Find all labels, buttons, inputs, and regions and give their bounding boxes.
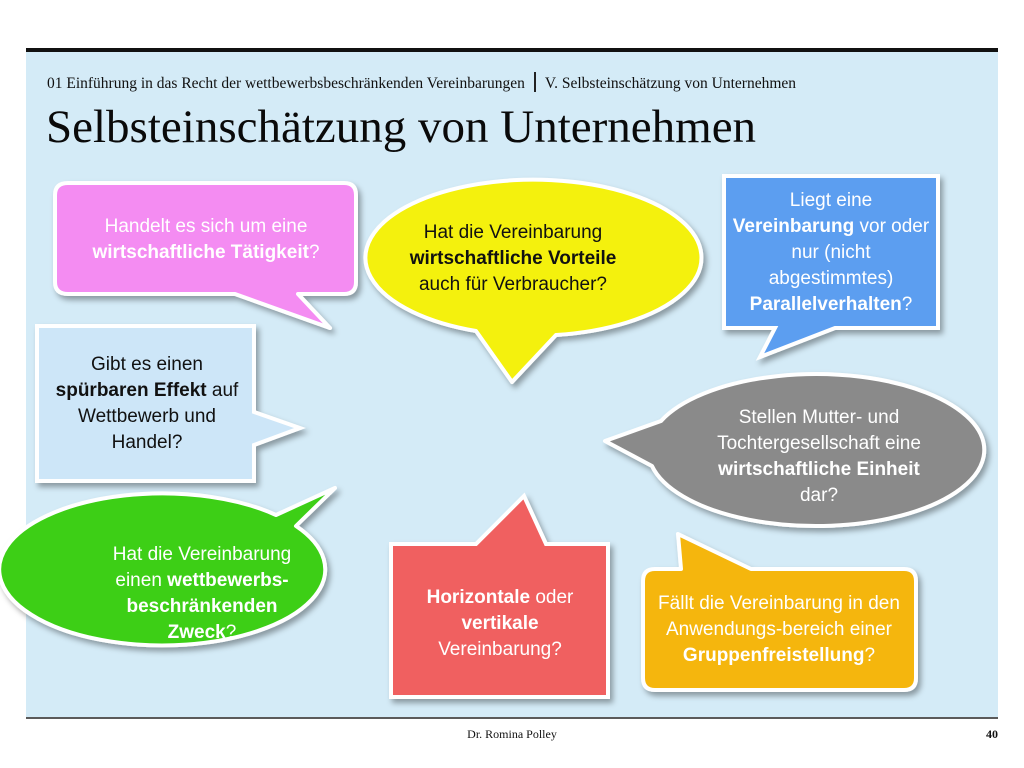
gray-text-2: dar? <box>799 485 839 506</box>
gray-bold-1: wirtschaftliche Einheit <box>718 459 920 480</box>
orange-text-2: ? <box>864 645 876 666</box>
gray-bubble-text <box>708 398 930 516</box>
lightblue-text-1: Gibt es einen <box>91 354 203 375</box>
green-bubble-text <box>90 535 314 653</box>
blue-text-3: ? <box>901 293 913 315</box>
red-bubble-text <box>400 574 600 674</box>
yellow-text-1: Hat die Vereinbarung <box>423 221 603 243</box>
lightblue-bubble-text <box>52 345 242 463</box>
lightblue-bold-1: spürbaren Effekt <box>55 380 207 401</box>
page-number: 40 <box>986 727 998 741</box>
green-text-2: ? <box>225 622 237 643</box>
blue-bubble-text <box>728 180 934 325</box>
page-title: Selbsteinschätzung von Unternehmen <box>46 101 757 153</box>
breadcrumb-section: V. Selbsteinschätzung von Unternehmen <box>544 75 797 92</box>
pink-text-2: ? <box>308 242 320 263</box>
pink-text-1: Handelt es sich um eine <box>104 216 308 237</box>
orange-bubble-text <box>650 574 908 686</box>
pink-bubble-text <box>60 200 352 280</box>
yellow-text-2: auch für Verbraucher? <box>418 273 607 295</box>
red-bold-1: Horizontale <box>426 587 531 608</box>
lightblue-text-2: auf Wettbewerb und Handel? <box>77 380 239 453</box>
footer-author: Dr. Romina Polley <box>467 727 557 741</box>
breadcrumb-chapter: 01 Einführung in das Recht der wettbewerbsbeschränkenden Vereinbarungen <box>47 75 525 92</box>
blue-bold-1: Vereinbarung <box>732 215 855 237</box>
yellow-bold-1: wirtschaftliche Vorteile <box>409 247 617 269</box>
orange-text-1: Fällt die Vereinbarung in den Anwendungs-bereich einer <box>658 593 900 640</box>
red-bold-2: vertikale <box>461 613 539 634</box>
red-text-1: oder <box>530 587 574 608</box>
orange-bold-1: Gruppenfreistellung <box>682 645 865 666</box>
blue-text-1: Liegt eine <box>789 189 873 211</box>
blue-text-2: vor oder nur (nicht abgestimmtes) <box>768 215 930 289</box>
gray-text-1: Stellen Mutter- und Tochtergesellschaft eine <box>717 407 921 454</box>
yellow-bubble-text <box>408 196 618 321</box>
pink-bold-1: wirtschaftliche Tätigkeit <box>92 242 309 263</box>
green-bold-1: wettbewerbs-beschränkenden Zweck <box>126 570 289 643</box>
red-text-2: Vereinbarung? <box>438 639 562 660</box>
blue-bold-2: Parallelverhalten <box>749 293 902 315</box>
green-text-1: Hat die Vereinbarung einen <box>112 544 292 591</box>
